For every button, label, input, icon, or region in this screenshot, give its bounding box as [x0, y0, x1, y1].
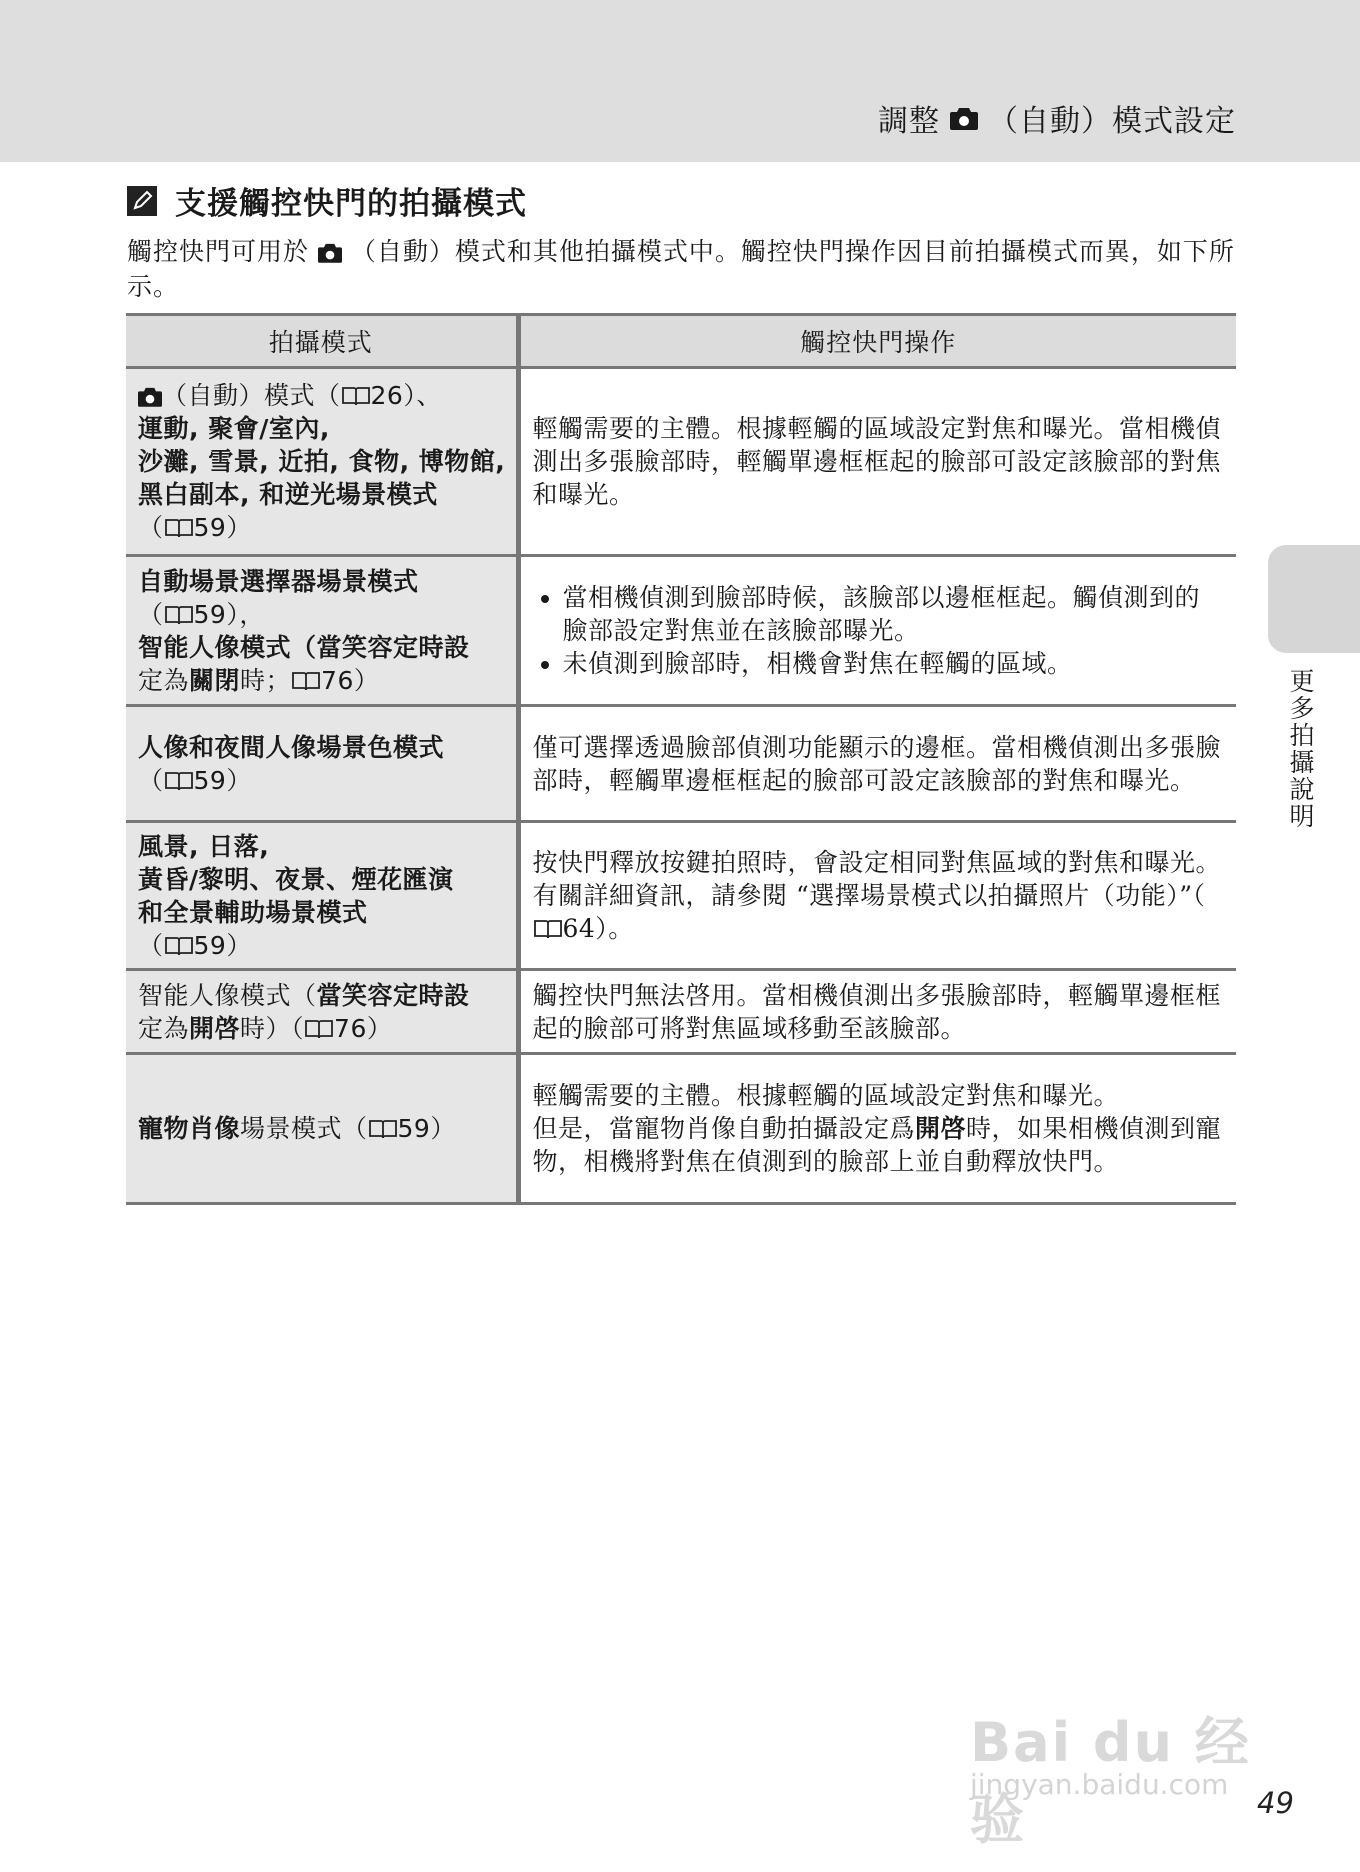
mode-list: 和全景輔助場景模式: [138, 897, 368, 927]
operation-ref: 64）。: [562, 914, 634, 943]
header-title-suffix: （自動）模式設定: [988, 104, 1236, 139]
mode-ref: 26）、: [370, 381, 442, 410]
intro-text-1: 觸控快門可用於: [127, 237, 310, 266]
book-icon: [368, 1118, 398, 1140]
book-icon: [164, 935, 194, 957]
mode-cell: [126, 970, 518, 1054]
operation-cell: 輕觸需要的主體。根據輕觸的區域設定對焦和曝光。當相機偵測出多張臉部時，輕觸單邊框框起的臉部可設定該臉部的對焦和曝光。: [518, 368, 1236, 556]
mode-text: 時）（: [240, 1013, 305, 1043]
table-row: [126, 706, 1236, 822]
mode-cell: 人像和夜間人像場景色模式 （ 59）: [126, 706, 518, 822]
operation-text: 時，如果相機偵測到寵物，相機將對焦在偵測到的臉部上並自動釋放快門。: [532, 1114, 1222, 1176]
table-row: [126, 556, 1236, 706]
header-operation: 觸控快門操作: [518, 315, 1236, 368]
operation-cell: [518, 556, 1236, 706]
operation-cell: 僅可選擇透過臉部偵測功能顯示的邊框。當相機偵測出多張臉部時，輕觸單邊框框起的臉部可設定該臉部的對焦和曝光。: [518, 706, 1236, 822]
header-title-prefix: 調整: [878, 104, 940, 139]
mode-option: 關閉: [189, 665, 241, 695]
mode-ref: 59），: [193, 599, 265, 629]
mode-list: 沙灘, 雪景, 近拍, 食物, 博物館,: [138, 447, 506, 476]
mode-text: 定為: [138, 1013, 190, 1043]
section-title: 支援觸控快門的拍攝模式: [175, 186, 527, 222]
mode-text: （自動）模式（: [162, 381, 341, 410]
operation-cell: 觸控快門無法啓用。當相機偵測出多張臉部時，輕觸單邊框框起的臉部可將對焦區域移動至該臉部。: [518, 970, 1236, 1054]
intro-paragraph: [127, 234, 1237, 304]
mode-list: 當笑容定時設: [316, 632, 470, 662]
mode-cell: 自動場景選擇器場景模式 （ 59）， 智能人像模式（當笑容定時設 定為關閉時； 76）: [126, 556, 518, 706]
chapter-side-label: 更多拍攝說明: [1286, 668, 1315, 830]
table-row: [126, 368, 1236, 556]
mode-text: 場景模式（: [240, 1114, 368, 1143]
book-icon: [164, 604, 194, 626]
page-header-title: [878, 96, 1236, 140]
operation-bullet-list: [533, 581, 1225, 680]
operation-text: 但是，當寵物肖像自動拍攝設定爲: [532, 1114, 916, 1143]
book-icon: [164, 517, 194, 539]
list-item: • 未偵測到臉部時，相機會對焦在輕觸的區域。: [563, 647, 1225, 680]
camera-icon: [138, 386, 162, 407]
page-number: 49: [1257, 1786, 1294, 1820]
book-icon: [291, 670, 321, 692]
book-icon: [164, 770, 194, 792]
mode-list: 自動場景選擇器場景模式: [138, 566, 419, 596]
camera-icon: [318, 242, 342, 263]
book-icon: [533, 918, 563, 940]
mode-ref: 59）: [193, 930, 252, 960]
mode-cell: 風景, 日落, 黃昏/黎明、夜景、煙花匯演 和全景輔助場景模式 （ 59）: [126, 822, 518, 970]
book-icon: [341, 385, 371, 407]
list-item: • 當相機偵測到臉部時候，該臉部以邊框框起。觸偵測到的臉部設定對焦並在該臉部曝光。: [563, 581, 1225, 647]
operation-text: 按快門釋放按鍵拍照時，會設定相同對焦區域的對焦和曝光。有關詳細資訊，請參閱 “選擇場景模式以拍攝照片（功能）”（: [532, 848, 1222, 910]
watermark-line2: jingyan.baidu.com: [970, 1768, 1229, 1801]
mode-ref: 59）: [397, 1114, 456, 1143]
book-icon: [304, 1018, 334, 1040]
mode-ref: 76）: [334, 1013, 393, 1043]
mode-list: 人像和夜間人像場景色模式: [138, 732, 445, 762]
mode-cell: （自動）模式（ 26）、 運動, 聚會/室內, 沙灘, 雪景, 近拍, 食物, 博物館, 黑白副本, 和逆光場景模式 （ 59）: [126, 368, 518, 556]
mode-cell: [126, 1054, 518, 1204]
mode-option: 開啓: [189, 1013, 241, 1043]
header-mode: 拍攝模式: [126, 315, 518, 368]
table-row: [126, 822, 1236, 970]
mode-text: 定為: [138, 665, 190, 695]
table-header-row: [126, 315, 1236, 368]
note-pencil-icon: [127, 186, 157, 216]
mode-ref: 59）: [193, 765, 252, 795]
watermark-line1: Bai du 经验: [970, 1711, 1251, 1851]
mode-list: 風景, 日落,: [138, 831, 270, 861]
operation-text: 輕觸需要的主體。根據輕觸的區域設定對焦和曝光。: [532, 1081, 1120, 1110]
mode-list: 黑白副本, 和逆光場景模式: [138, 480, 438, 509]
mode-text: 時；: [240, 665, 292, 695]
mode-list: 運動, 聚會/室內,: [138, 414, 330, 443]
operation-option: 開啓: [915, 1114, 967, 1143]
mode-list: 智能人像模式（: [138, 632, 317, 662]
table-row: [126, 970, 1236, 1054]
mode-list: 當笑容定時設: [316, 980, 470, 1010]
operation-cell: [518, 1054, 1236, 1204]
intro-text-2: （自動）模式和其他拍攝模式中。觸控快門操作因目前拍攝模式而異，如下所示。: [127, 237, 1235, 301]
mode-ref: 59）: [193, 513, 252, 542]
mode-text: 智能人像模式（: [138, 980, 317, 1010]
mode-ref: 76）: [321, 665, 380, 695]
camera-icon: [950, 106, 978, 130]
table-row: [126, 1054, 1236, 1204]
mode-list: 寵物肖像: [138, 1114, 241, 1143]
shooting-mode-table: [126, 313, 1236, 1205]
mode-list: 黃昏/黎明、夜景、煙花匯演: [138, 864, 454, 894]
section-heading: [127, 178, 527, 223]
operation-cell: [518, 822, 1236, 970]
chapter-side-tab: [1268, 545, 1360, 653]
